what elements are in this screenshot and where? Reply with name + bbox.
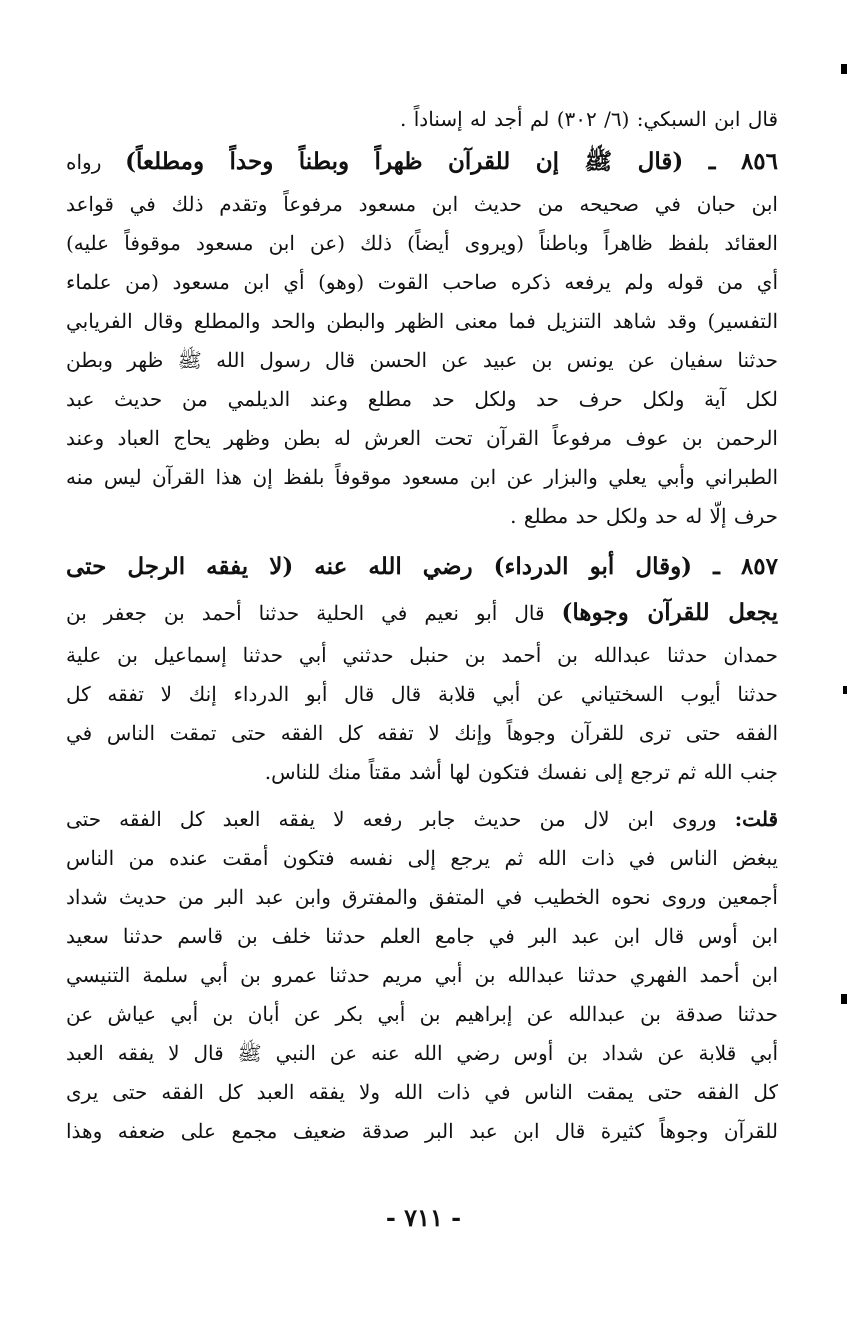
entry-heading: يجعل للقرآن وجوها) <box>561 599 779 626</box>
text-line <box>66 1112 778 1151</box>
line-text: حرف إلّا له حد ولكل حد مطلع . <box>510 504 778 528</box>
text-line <box>66 878 778 917</box>
margin-mark-top <box>841 64 847 74</box>
text-line <box>66 224 778 263</box>
line-text: ابن حبان في صحيحه من حديث ابن مسعود مرفوعاً وتقدم ذلك في قواعد <box>66 192 778 216</box>
text-line <box>66 839 778 878</box>
page-number: - ٧١١ - <box>385 1203 462 1232</box>
text-line <box>66 1073 778 1112</box>
line-text: قال أبو نعيم في الحلية حدثنا أحمد بن جعفر بن <box>66 601 545 625</box>
line-text: حدثنا سفيان عن يونس بن عبيد عن الحسن قال رسول الله ﷺ ظهر وبطن <box>66 348 778 372</box>
line-text: للقرآن وجوهاً كثيرة قال ابن عبد البر صدقة ضعيف مجمع على ضعفه وهذا <box>66 1119 778 1143</box>
entry-heading: ٨٥٦ ـ (قال ﷺ إن للقرآن ظهراً وبطناً وحداً ومطلعاً) <box>125 148 778 175</box>
line-text: قال ابن السبكي: (٦/ ٣٠٢) لم أجد له إسناداً . <box>400 107 778 131</box>
text-line <box>66 917 778 956</box>
line-text: كل الفقه حتى يمقت الناس في ذات الله ولا يفقه العبد كل الفقه حتى يرى <box>66 1080 778 1104</box>
line-text: ابن أحمد الفهري حدثنا عبدالله بن أبي مريم حدثنا عمرو بن أبي سلمة التنيسي <box>66 963 778 987</box>
line-text: حدثنا أيوب السختياني عن أبي قلابة قال قال أبو الدرداء إنك لا تفقه كل <box>66 682 778 706</box>
line-text: الطبراني وأبي يعلي والبزار عن ابن مسعود موقوفاً بلفظ إن هذا القرآن ليس منه <box>66 465 778 489</box>
text-line <box>66 636 778 675</box>
text-line <box>66 497 778 536</box>
text-line <box>66 675 778 714</box>
text-line <box>66 380 778 419</box>
line-text: وروى ابن لال من حديث جابر رفعه لا يفقه العبد كل الفقه حتى <box>66 807 717 831</box>
text-line <box>66 419 778 458</box>
page-body <box>66 100 778 1151</box>
paragraph-gap <box>66 792 778 800</box>
line-text: أجمعين وروى نحوه الخطيب في المتفق والمفترق وابن عبد البر من حديث شداد <box>66 885 778 909</box>
text-line <box>66 714 778 753</box>
line-text: أي من قوله ولم يرفعه ذكره صاحب القوت (وهو) أي ابن مسعود (من علماء <box>66 270 778 294</box>
line-text: التفسير) وقد شاهد التنزيل فما معنى الظهر والبطن والحد والمطلع وقال الفريابي <box>66 309 778 333</box>
text-line <box>66 139 778 185</box>
line-text: جنب الله ثم ترجع إلى نفسك فتكون لها أشد مقتاً منك للناس. <box>264 760 778 784</box>
margin-mark-lower <box>841 994 847 1004</box>
line-text: حمدان حدثنا عبدالله بن أحمد بن حنبل حدثني أبي حدثنا إسماعيل بن علية <box>66 643 778 667</box>
line-text: الرحمن بن عوف مرفوعاً القرآن تحت العرش له بطن وظهر يحاج العباد وعند <box>66 426 778 450</box>
qultu-label: قلت: <box>734 807 778 831</box>
margin-mark-middle <box>843 686 847 694</box>
text-line <box>66 100 778 139</box>
line-text: رواه <box>66 150 102 174</box>
text-line <box>66 995 778 1034</box>
text-line <box>66 341 778 380</box>
line-text: يبغض الناس في ذات الله ثم يرجع إلى نفسه فتكون أمقت عنده من الناس <box>66 846 778 870</box>
text-line <box>66 956 778 995</box>
paragraph-gap <box>66 536 778 544</box>
text-line <box>66 800 778 839</box>
line-text: أبي قلابة عن شداد بن أوس رضي الله عنه عن النبي ﷺ قال لا يفقه العبد <box>66 1041 778 1065</box>
line-text: الفقه حتى ترى للقرآن وجوهاً وإنك لا تفقه كل الفقه حتى تمقت الناس في <box>66 721 778 745</box>
line-text: العقائد بلفظ ظاهراً وباطناً (ويروى أيضاً) ذلك (عن ابن مسعود موقوفاً عليه) <box>66 231 778 255</box>
line-text: حدثنا صدقة بن عبدالله عن إبراهيم بن أبي بكر عن أبان بن أبي عياش عن <box>66 1002 778 1026</box>
text-line <box>66 263 778 302</box>
text-line <box>66 753 778 792</box>
line-text: لكل آية ولكل حرف حد ولكل حد مطلع وعند الديلمي من حديث عبد <box>66 387 778 411</box>
text-line <box>66 185 778 224</box>
text-line <box>66 590 778 636</box>
text-line <box>66 458 778 497</box>
entry-heading: ٨٥٧ ـ (وقال أبو الدرداء) رضي الله عنه (لا يفقه الرجل حتى <box>66 553 778 580</box>
text-line <box>66 302 778 341</box>
text-line <box>66 544 778 590</box>
text-line <box>66 1034 778 1073</box>
line-text: ابن أوس قال ابن عبد البر في جامع العلم حدثنا خلف بن قاسم حدثنا سعيد <box>66 924 778 948</box>
